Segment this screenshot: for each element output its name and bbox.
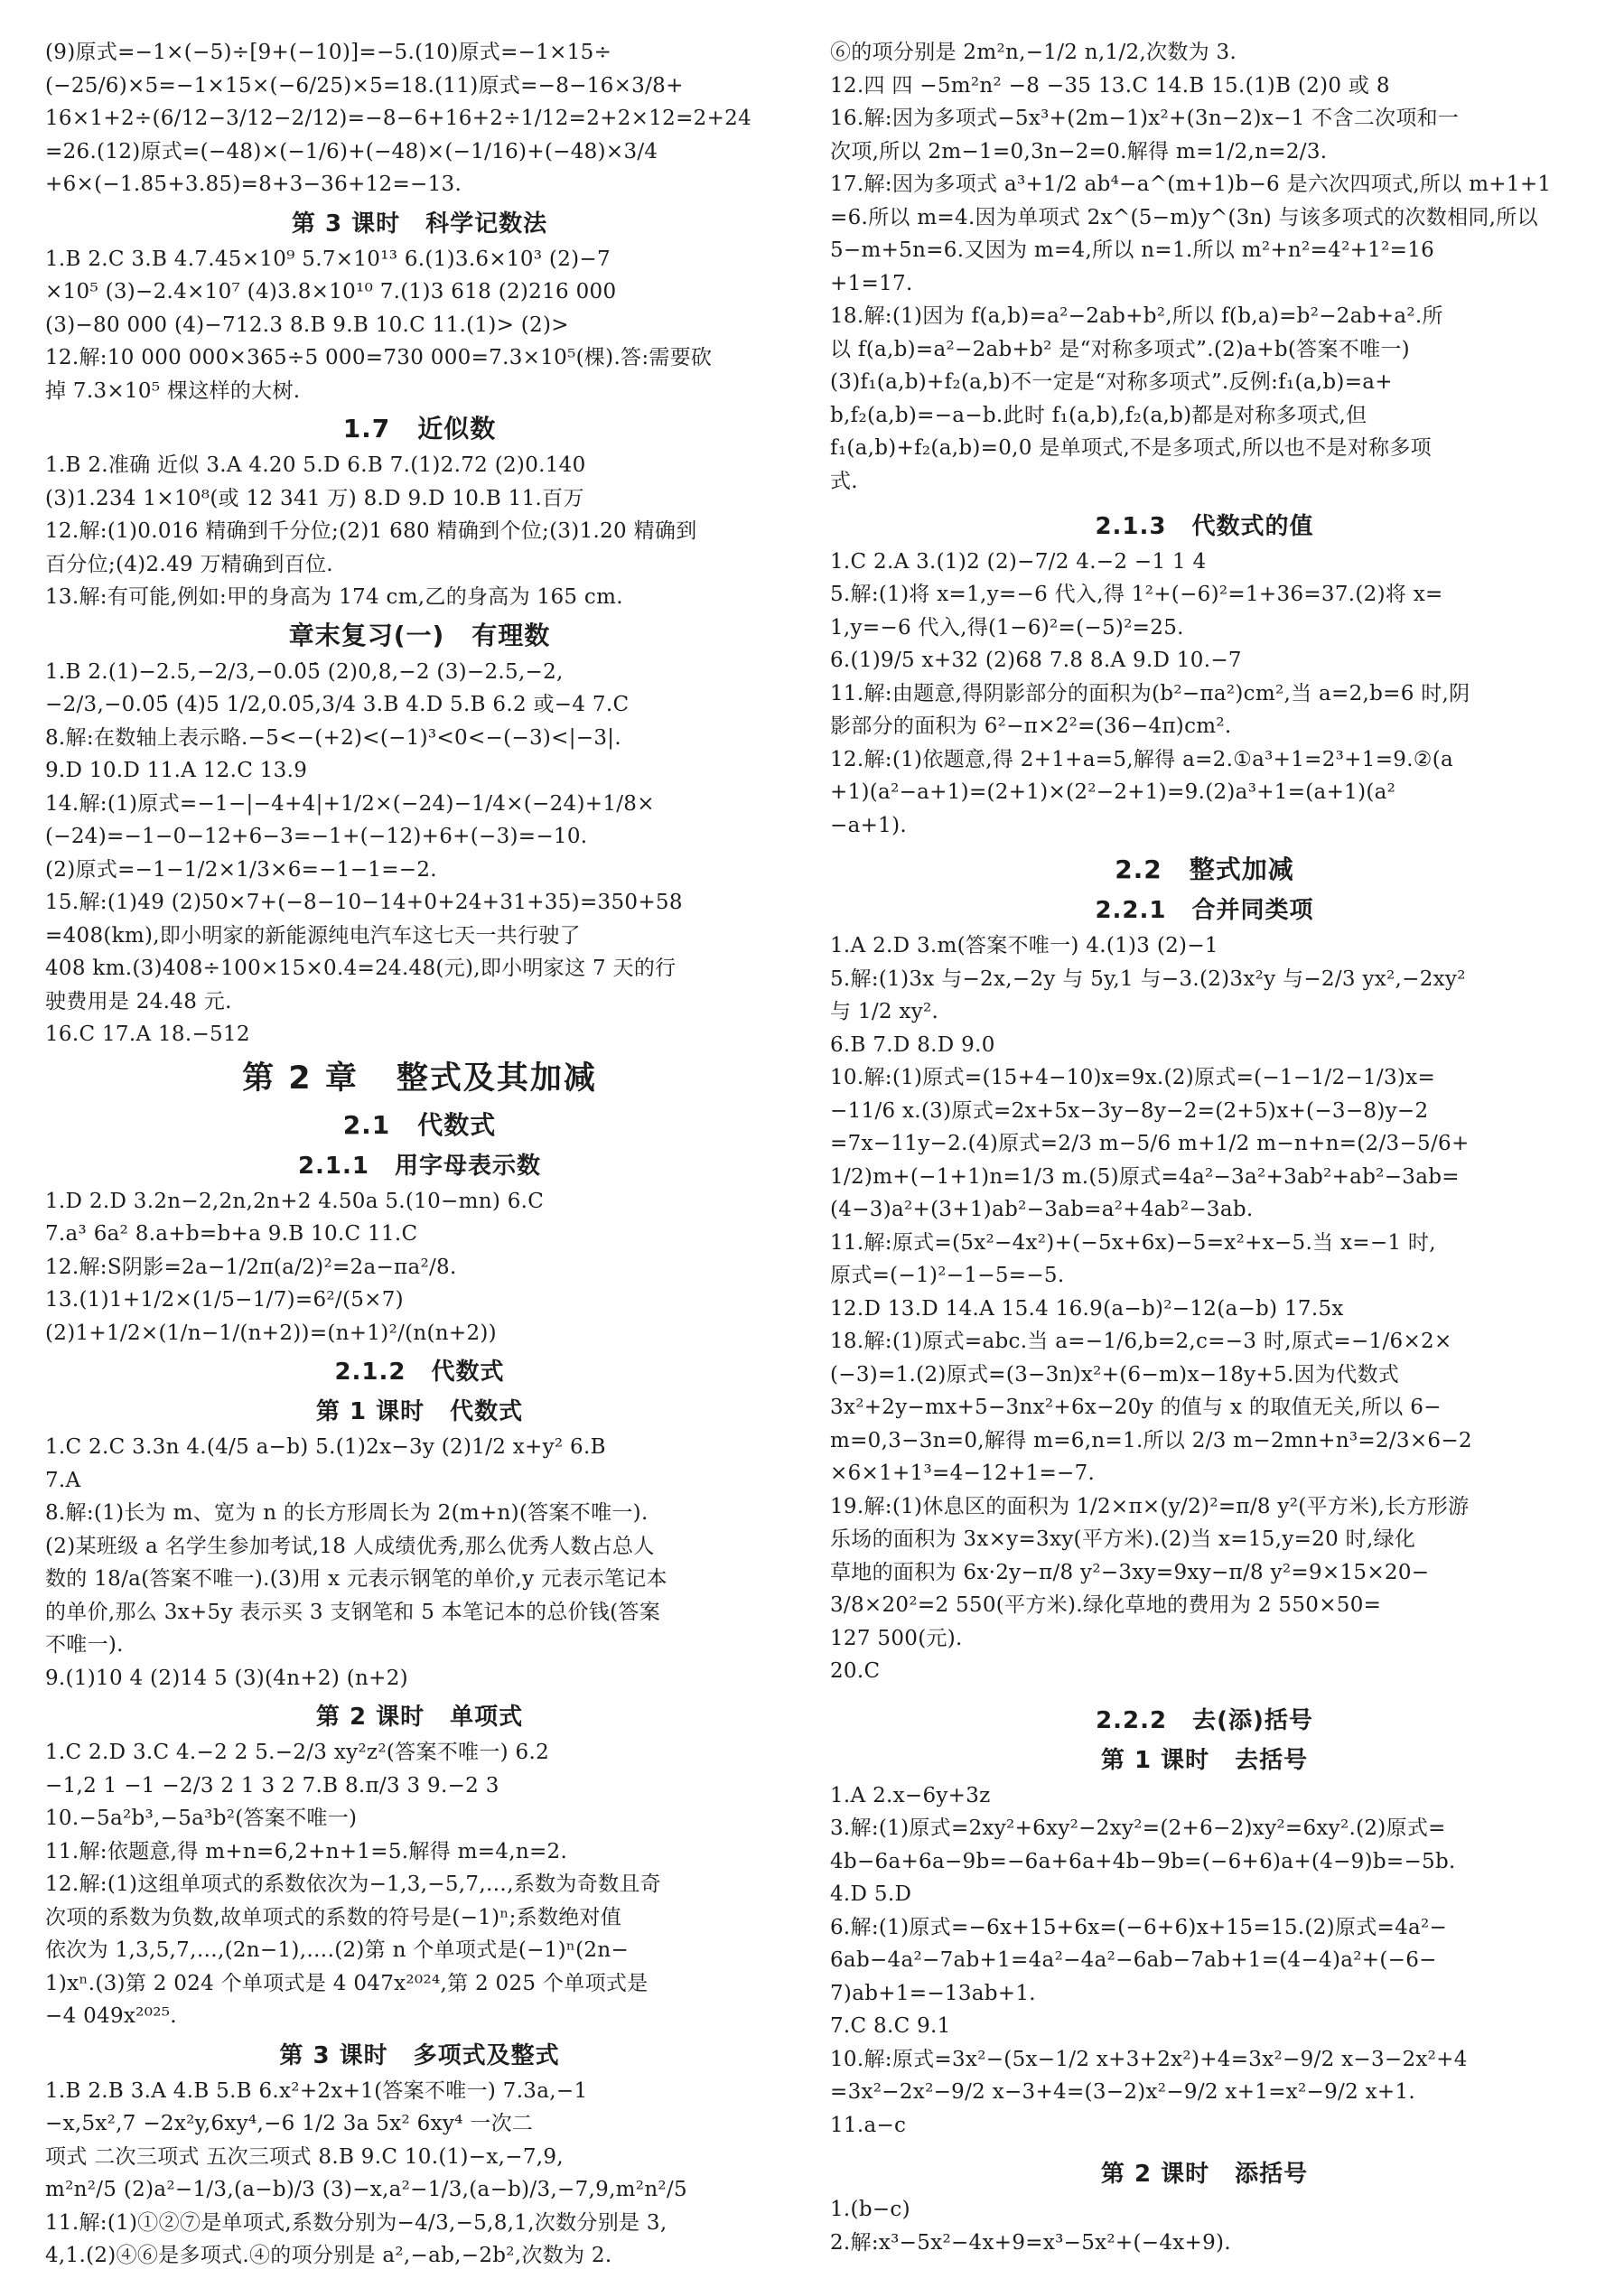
answer-line: (4−3)a²+(3+1)ab²−3ab=a²+4ab²−3ab. (830, 1198, 1254, 1222)
answer-line: 1.C 2.C 3.3n 4.(4/5 a−b) 5.(1)2x−3y (2)1/2 x+y² 6.B (45, 1435, 606, 1459)
answer-line: 1.A 2.x−6y+3z (830, 1783, 991, 1807)
answer-line: 与 1/2 xy². (830, 1000, 939, 1024)
answer-line: −2/3,−0.0̇5̇ (4)5 1/2,0.0̇5̇,3/4 3.B 4.D 5.B 6.2 或−4 7.C (45, 693, 630, 716)
answer-line: 1.B 2.(1)−2.5,−2/3,−0.0̇5̇ (2)0,8,−2 (3)−2.5,−2, (45, 659, 564, 684)
answer-line: 7.C 8.C 9.1 (830, 2014, 951, 2039)
answer-line: 11.解:依题意,得 m+n=6,2+n+1=5.解得 m=4,n=2. (45, 1839, 568, 1863)
answer-line: 10.−5a²b³,−5a³b²(答案不唯一) (45, 1807, 358, 1830)
left-block-3 (45, 449, 794, 614)
answer-line: 次项,所以 2m−1=0,3n−2=0.解得 m=1/2,n=2/3. (830, 139, 1328, 163)
subsection-heading-2-1-3: 2.1.3 代数式的值 (1095, 512, 1314, 540)
answer-line: 式. (830, 469, 858, 493)
answer-line: 草地的面积为 6x·2y−π/8 y²−3xy=9xy−π/8 y²=9×15×20− (830, 1560, 1430, 1584)
left-block-5 (45, 1185, 794, 1350)
answer-line: (3)f₁(a,b)+f₂(a,b)不一定是“对称多项式”.反例:f₁(a,b)=a+ (830, 370, 1393, 394)
right-column (830, 36, 1579, 2261)
right-block-3 (830, 929, 1579, 1688)
answer-line: 影部分的面积为 6²−π×2²=(36−4π)cm². (830, 714, 1232, 739)
subsection-heading-2-1-1: 2.1.1 用字母表示数 (297, 1152, 542, 1180)
answer-line: 5.解:(1)将 x=1,y=−6 代入,得 1²+(−6)²=1+36=37.(2)将 x= (830, 583, 1443, 607)
left-column (45, 36, 794, 2267)
answer-line: 19.解:(1)休息区的面积为 1/2×π×(y/2)²=π/8 y²(平方米),长方形游 (830, 1494, 1470, 1518)
answer-line: 16×1+2÷(6/12−3/12−2/12)=−8−6+16+2÷1/12=2+2×12=2+24 (45, 107, 752, 130)
lesson-heading-algebraic-expression: 第 1 课时 代数式 (315, 1398, 524, 1425)
answer-line: 11.解:原式=(5x²−4x²)+(−5x+6x)−5=x²+x−5.当 x=−1 时, (830, 1230, 1436, 1255)
answer-line: 17.解:因为多项式 a³+1/2 ab⁴−a^(m+1)b−6 是六次四项式,所以 m+1+1 (830, 173, 1552, 196)
answer-line: (2)某班级 a 名学生参加考试,18 人成绩优秀,那么优秀人数占总人 (45, 1534, 655, 1558)
spacer (830, 1690, 1579, 1700)
section-heading-chapter-review: 章末复习(一) 有理数 (288, 620, 551, 650)
answer-line: +1=17. (830, 271, 913, 295)
answer-line: −11/6 x.(3)原式=2x+5x−3y−8y−2=(2+5)x+(−3−8)y−2 (830, 1098, 1429, 1123)
answer-line: 项式 二次三项式 五次三项式 8.B 9.C 10.(1)−x,−7,9, (45, 2144, 564, 2169)
answer-line: 3.解:(1)原式=2xy²+6xy²−2xy²=(2+6−2)xy²=6xy².(2)原式= (830, 1816, 1446, 1841)
answer-line: 7)ab+1=−13ab+1. (830, 1981, 1036, 2005)
answer-line: 127 500(元). (830, 1626, 963, 1650)
answer-line: 1.B 2.准确 近似 3.A 4.20 5.D 6.B 7.(1)2.72 (2)0.140 (45, 453, 586, 477)
answer-line: =3x²−2x²−9/2 x−3+4=(3−2)x²−9/2 x+1=x²−9/2 x+1. (830, 2080, 1416, 2105)
lesson-heading-scientific-notation: 第 3 课时 科学记数法 (291, 210, 548, 238)
right-block-4 (830, 1779, 1579, 2143)
left-block-7 (45, 1736, 794, 2033)
answer-line: 的单价,那么 3x+5y 表示买 3 支钢笔和 5 本笔记本的总价钱(答案 (45, 1600, 661, 1624)
answer-line: 12.四 四 −5m²n² −8 −35 13.C 14.B 15.(1)B (2)0 或 8 (830, 73, 1390, 98)
answer-line: 不唯一). (45, 1633, 124, 1657)
answer-line: 9.D 10.D 11.A 12.C 13.9 (45, 759, 308, 782)
answer-line: 4.D 5.D (830, 1882, 912, 1907)
answer-line: 1.C 2.A 3.(1)2 (2)−7/2 4.−2 −1 1 4 (830, 549, 1207, 574)
answer-line: 次项的系数为负数,故单项式的系数的符号是(−1)ⁿ;系数绝对值 (45, 1905, 622, 1929)
answer-line: 1.B 2.C 3.B 4.7.45×10⁹ 5.7×10¹³ 6.(1)3.6×10³ (2)−7 (45, 247, 611, 271)
answer-line: ×6×1+1³=4−12+1=−7. (830, 1462, 1096, 1486)
answer-line: +6×(−1.85+3.85)=8+3−36+12=−13. (45, 173, 462, 196)
answer-line: 8.解:(1)长为 m、宽为 n 的长方形周长为 2(m+n)(答案不唯一). (45, 1501, 649, 1525)
lesson-heading-add-brackets: 第 2 课时 添括号 (1100, 2161, 1309, 2188)
answer-line: 13.解:有可能,例如:甲的身高为 174 cm,乙的身高为 165 cm. (45, 585, 623, 609)
answer-line: 1.C 2.D 3.C 4.−2 2 5.−2/3 xy²z²(答案不唯一) 6.2 (45, 1741, 550, 1764)
answer-line: 10.解:(1)原式=(15+4−10)x=9x.(2)原式=(−1−1/2−1/3)x= (830, 1066, 1436, 1090)
answer-line: ×10⁵ (3)−2.4×10⁷ (4)3.8×10¹⁰ 7.(1)3 618 (2)216 000 (45, 280, 617, 304)
answer-line: 4,1.(2)④⑥是多项式.④的项分别是 a²,−ab,−2b²,次数为 2. (45, 2244, 612, 2267)
right-block-5 (830, 2193, 1579, 2259)
answer-line: (−24)=−1−0−12+6−3=−1+(−12)+6+(−3)=−10. (45, 825, 588, 848)
right-block-1 (830, 36, 1579, 498)
section-heading-approximation: 1.7 近似数 (342, 414, 497, 444)
answer-line: 18.解:(1)因为 f(a,b)=a²−2ab+b²,所以 f(b,a)=b²−2ab+a².所 (830, 304, 1443, 328)
answer-line: 1.(b−c) (830, 2198, 910, 2221)
answer-line: m²n²/5 (2)a²−1/3,(a−b)/3 (3)−x,a²−1/3,(a−b)/3,−7,9,m²n²/5 (45, 2178, 687, 2201)
answer-line: 原式=(−1)²−1−5=−5. (830, 1264, 1065, 1288)
answer-line: −1,2 1 −1 −2/3 2 1 3 2 7.B 8.π/3 3 9.−2 3 (45, 1773, 499, 1798)
left-block-2 (45, 243, 794, 408)
answer-line: 1,y=−6 代入,得(1−6)²=(−5)²=25. (830, 615, 1184, 640)
answer-line: 12.D 13.D 14.A 15.4 16.9(a−b)²−12(a−b) 17.5x (830, 1296, 1344, 1321)
answer-line: 1.D 2.D 3.2n−2,2n,2n+2 4.50a 5.(10−mn) 6.C (45, 1189, 545, 1213)
answer-line: 依次为 1,3,5,7,…,(2n−1),….(2)第 n 个单项式是(−1)ⁿ(2n− (45, 1938, 630, 1962)
answer-line: 12.解:S阴影=2a−1/2π(a/2)²=2a−πa²/8. (45, 1255, 457, 1279)
answer-line: 8.解:在数轴上表示略.−5<−(+2)<(−1)³<0<−(−3)<|−3|. (45, 725, 621, 750)
answer-line: (−25/6)×5=−1×15×(−6/25)×5=18.(11)原式=−8−16×3/8+ (45, 73, 684, 98)
answer-line: 6ab−4a²−7ab+1=4a²−4a²−6ab−7ab+1=(4−4)a²+(−6− (830, 1948, 1437, 1973)
lesson-heading-remove-brackets: 第 1 课时 去括号 (1100, 1746, 1309, 1774)
answer-line: 5−m+5n=6.又因为 m=4,所以 n=1.所以 m²+n²=4²+1²=16 (830, 238, 1435, 262)
answer-line: 7.A (45, 1468, 81, 1492)
answer-line: 2.解:x³−5x²−4x+9=x³−5x²+(−4x+9). (830, 2230, 1231, 2255)
answer-line: 驶费用是 24.48 元. (45, 989, 232, 1013)
answer-line: 6.B 7.D 8.D 9.0 (830, 1032, 995, 1057)
answer-line: 3/8×20²=2 550(平方米).绿化草地的费用为 2 550×50= (830, 1593, 1382, 1618)
lesson-heading-polynomial: 第 3 课时 多项式及整式 (279, 2041, 560, 2069)
answer-line: (−3)=1.(2)原式=(3−3n)x²+(6−m)x−18y+5.因为代数式 (830, 1362, 1400, 1387)
answer-line: 20.C (830, 1659, 881, 1684)
answer-line: 11.a−c (830, 2113, 907, 2137)
answer-line: f₁(a,b)+f₂(a,b)=0,0 是单项式,不是多项式,所以也不是对称多项 (830, 436, 1432, 460)
answer-line: ⑥的项分别是 2m²n,−1/2 n,1/2,次数为 3. (830, 41, 1237, 64)
subsection-heading-2-1-2: 2.1.2 代数式 (334, 1359, 505, 1386)
answer-line: 12.解:(1)依题意,得 2+1+a=5,解得 a=2.①a³+1=2³+1=9.②(a (830, 747, 1454, 771)
answer-line: 11.解:由题意,得阴影部分的面积为(b²−πa²)cm²,当 a=2,b=6 时,阴 (830, 681, 1470, 705)
answer-line: 数的 18/a(答案不唯一).(3)用 x 元表示钢笔的单价,y 元表示笔记本 (45, 1567, 667, 1591)
answer-line: 16.C 17.A 18.−512 (45, 1023, 250, 1046)
answer-line: m=0,3−3n=0,解得 m=6,n=1.所以 2/3 m−2mn+n³=2/3×6−2 (830, 1428, 1472, 1452)
answer-line: (2)原式=−1−1/2×1/3×6=−1−1=−2. (45, 857, 437, 882)
answer-line: 12.解:10 000 000×365÷5 000=730 000=7.3×10⁵(棵).答:需要砍 (45, 346, 713, 369)
answer-line: 1.B 2.B 3.A 4.B 5.B 6.x²+2x+1(答案不唯一) 7.3a,−1 (45, 2078, 588, 2103)
answer-line: 乐场的面积为 3x×y=3xy(平方米).(2)当 x=15,y=20 时,绿化 (830, 1527, 1416, 1552)
answer-line: =408(km),即小明家的新能源纯电汽车这七天一共行驶了 (45, 923, 581, 948)
answer-line: (3)1.234 1×10⁸(或 12 341 万) 8.D 9.D 10.B 11.百万 (45, 486, 584, 510)
section-heading-2-1: 2.1 代数式 (342, 1109, 497, 1140)
spacer (830, 500, 1579, 506)
answer-line: =6.所以 m=4.因为单项式 2x^(5−m)y^(3n) 与该多项式的次数相同,所以 (830, 205, 1538, 229)
spacer (830, 2143, 1579, 2153)
answer-line: 11.解:(1)①②⑦是单项式,系数分别为−4/3,−5,8,1,次数分别是 3, (45, 2210, 667, 2235)
answer-line: 1/2)m+(−1+1)n=1/3 m.(5)原式=4a²−3a²+3ab²+ab²−3ab= (830, 1164, 1460, 1189)
left-block-4 (45, 656, 794, 1051)
section-heading-2-2: 2.2 整式加减 (1115, 854, 1294, 885)
answer-line: =26.(12)原式=(−48)×(−1/6)+(−48)×(−1/16)+(−48)×3/4 (45, 139, 658, 163)
left-block-8 (45, 2075, 794, 2273)
answer-line: 6.解:(1)原式=−6x+15+6x=(−6+6)x+15=15.(2)原式=4a²− (830, 1915, 1448, 1939)
answer-line: 6.(1)9/5 x+32 (2)68 7.8 8.A 9.D 10.−7 (830, 649, 1242, 673)
answer-line: 9.(1)10 4 (2)14 5 (3)(4n+2) (n+2) (45, 1666, 408, 1690)
answer-line: (9)原式=−1×(−5)÷[9+(−10)]=−5.(10)原式=−1×15÷ (45, 41, 612, 64)
answer-line: 1.A 2.D 3.m(答案不唯一) 4.(1)3 (2)−1 (830, 934, 1218, 958)
answer-line: 12.解:(1)这组单项式的系数依次为−1,3,−5,7,…,系数为奇数且奇 (45, 1872, 661, 1896)
answer-line: 15.解:(1)49 (2)50×7+(−8−10−14+0+24+31+35)=350+58 (45, 891, 683, 914)
answer-line: 1)xⁿ.(3)第 2 024 个单项式是 4 047x²⁰²⁴,第 2 025 个单项式是 (45, 1971, 649, 1995)
subsection-heading-2-2-2: 2.2.2 去(添)括号 (1096, 1706, 1313, 1734)
lesson-heading-monomial: 第 2 课时 单项式 (315, 1704, 524, 1731)
answer-line: 408 km.(3)408÷100×15×0.4=24.48(元),即小明家这 7 天的行 (45, 957, 677, 980)
answer-line: −4 049x²⁰²⁵. (45, 2004, 177, 2028)
answer-line: b,f₂(a,b)=−a−b.此时 f₁(a,b),f₂(a,b)都是对称多项式,但 (830, 403, 1367, 427)
answer-line: 12.解:(1)0.016 精确到千分位;(2)1 680 精确到个位;(3)1.20 精确到 (45, 519, 697, 543)
answer-line: 10.解:原式=3x²−(5x−1/2 x+3+2x²)+4=3x²−9/2 x−3−2x²+4 (830, 2047, 1468, 2071)
subsection-heading-2-2-1: 2.2.1 合并同类项 (1095, 897, 1314, 925)
answer-line: 4b−6a+6a−9b=−6a+6a+4b−9b=(−6+6)a+(4−9)b=−5b. (830, 1849, 1456, 1873)
answer-line: 百分位;(4)2.49 万精确到百位. (45, 552, 333, 576)
right-block-2 (830, 546, 1579, 843)
answer-line: 7.a³ 6a² 8.a+b=b+a 9.B 10.C 11.C (45, 1222, 418, 1246)
answer-line: 18.解:(1)原式=abc.当 a=−1/6,b=2,c=−3 时,原式=−1/6×2× (830, 1330, 1452, 1354)
answer-line: 3x²+2y−mx+5−3nx²+6x−20y 的值与 x 的取值无关,所以 6− (830, 1396, 1442, 1420)
answer-line: 以 f(a,b)=a²−2ab+b² 是“对称多项式”.(2)a+b(答案不唯一) (830, 337, 1410, 361)
left-block-6 (45, 1431, 794, 1695)
answer-line: −a+1). (830, 813, 907, 837)
answer-line: 14.解:(1)原式=−1−|−4+4|+1/2×(−24)−1/4×(−24)+1/8× (45, 791, 655, 816)
spacer (830, 844, 1579, 850)
answer-line: 5.解:(1)3x 与−2x,−2y 与 5y,1 与−3.(2)3x²y 与−2/3 yx²,−2xy² (830, 967, 1466, 991)
chapter-heading-2: 第 2 章 整式及其加减 (242, 1060, 597, 1097)
answer-line: −x,5x²,7 −2x²y,6xy⁴,−6 1/2 3a 5x² 6xy⁴ 一次二 (45, 2112, 534, 2135)
answer-line: 16.解:因为多项式−5x³+(2m−1)x²+(3n−2)x−1 不含二次项和一 (830, 107, 1460, 130)
answer-line: +1)(a²−a+1)=(2+1)×(2²−2+1)=9.(2)a³+1=(a+1)(a² (830, 780, 1396, 805)
answer-line: 掉 7.3×10⁵ 棵这样的大树. (45, 378, 301, 403)
answer-line: (2)1+1/2×(1/n−1/(n+2))=(n+1)²/(n(n+2)) (45, 1321, 497, 1345)
answer-line: (3)−80 000 (4)−712.3 8.B 9.B 10.C 11.(1)> (2)> (45, 313, 569, 337)
answer-line: =7x−11y−2.(4)原式=2/3 m−5/6 m+1/2 m−n+n=(2/3−5/6+ (830, 1132, 1470, 1156)
left-block-1 (45, 36, 794, 201)
answer-line: 13.(1)1+1/2×(1/5−1/7)=6²/(5×7) (45, 1288, 404, 1312)
